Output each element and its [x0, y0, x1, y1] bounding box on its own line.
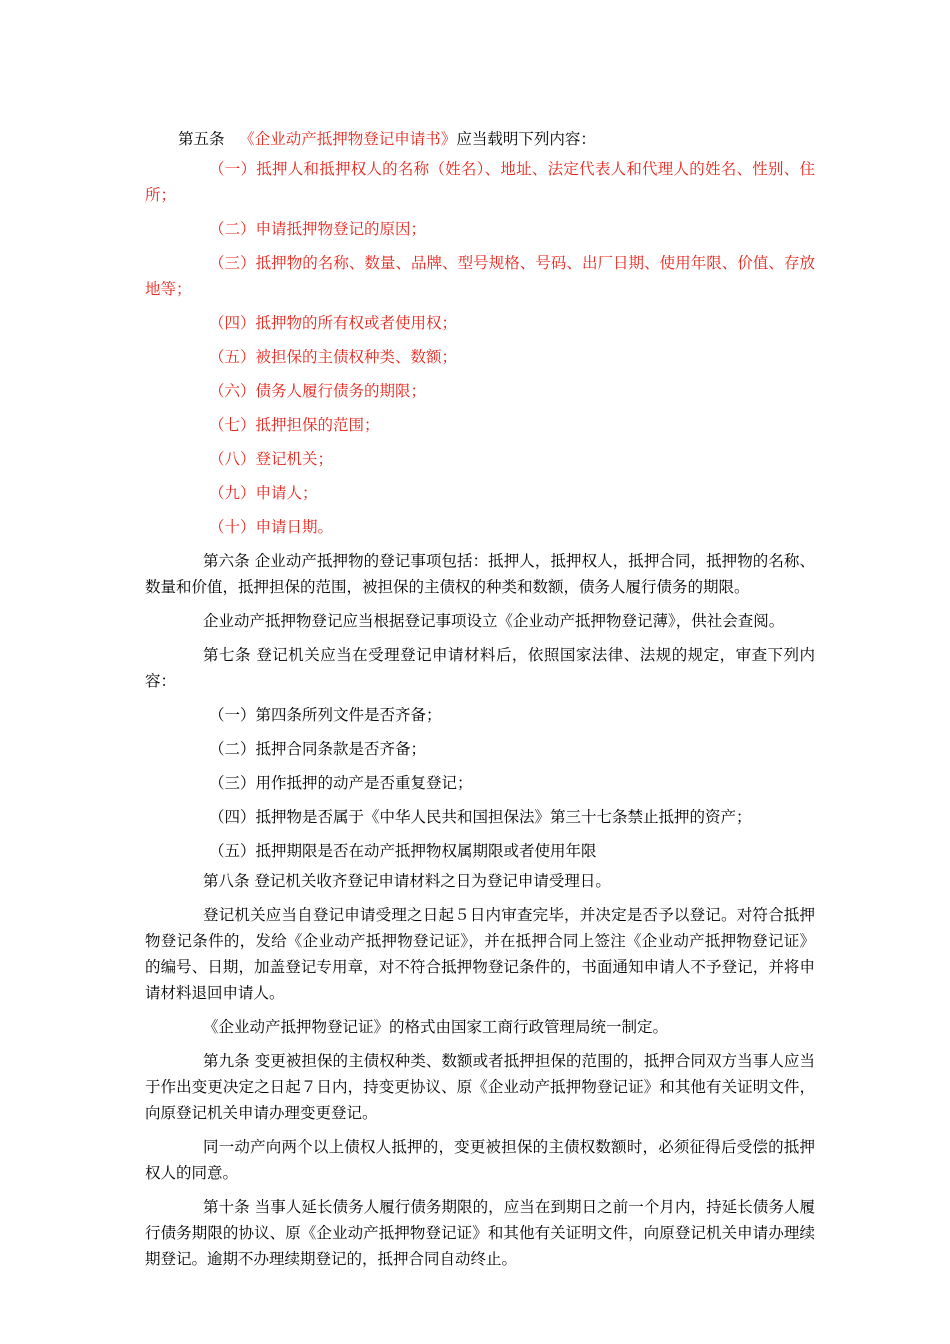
article-5-book-title: 《企业动产抵押物登记申请书》: [239, 130, 457, 148]
article-5-item-7: （七）抵押担保的范围；: [209, 416, 380, 434]
article-5-item-8: （八）登记机关；: [209, 450, 334, 468]
article-5-item-9: （九）申请人；: [209, 484, 318, 502]
article-6-paragraph-1: 第六条 企业动产抵押物的登记事项包括：抵押人，抵押权人，抵押合同，抵押物的名称、数量和价值，抵押担保的范围，被担保的主债权的种类和数额，债务人履行债务的期限。: [145, 552, 815, 596]
article-7-item-3: （三）用作抵押的动产是否重复登记；: [209, 774, 473, 792]
article-5-heading: [145, 126, 815, 152]
article-7-item-4: （四）抵押物是否属于《中华人民共和国担保法》第三十七条禁止抵押的资产；: [209, 808, 752, 826]
article-5-item-5: （五）被担保的主债权种类、数额；: [209, 348, 458, 366]
article-5-list: [145, 156, 815, 540]
article-5-item-6: （六）债务人履行债务的期限；: [209, 382, 427, 400]
article-10-paragraph-1: 第十条 当事人延长债务人履行债务期限的，应当在到期日之前一个月内，持延长债务人履行债务期限的协议、原《企业动产抵押物登记证》和其他有关证明文件，向原登记机关申请办理续期登记。逾期不办理续期登记的，抵押合同自动终止。: [145, 1198, 815, 1268]
article-6-paragraph-2: 企业动产抵押物登记应当根据登记事项设立《企业动产抵押物登记薄》，供社会查阅。: [203, 612, 785, 630]
article-8-paragraph-3: 《企业动产抵押物登记证》的格式由国家工商行政管理局统一制定。: [203, 1018, 669, 1036]
article-8-paragraph-1: 第八条 登记机关收齐登记申请材料之日为登记申请受理日。: [203, 872, 611, 890]
article-7-list: [145, 702, 815, 864]
article-5-item-3: （三）抵押物的名称、数量、品牌、型号规格、号码、出厂日期、使用年限、价值、存放地等；: [145, 254, 815, 298]
article-5-rest: 应当载明下列内容：: [456, 130, 596, 148]
article-9-paragraph-1: 第九条 变更被担保的主债权种类、数额或者抵押担保的范围的，抵押合同双方当事人应当于作出变更决定之日起７日内，持变更协议、原《企业动产抵押物登记证》和其他有关证明文件，向原登记机关申请办理变更登记。: [145, 1052, 815, 1122]
article-5-item-10: （十）申请日期。: [209, 518, 334, 536]
article-7-paragraph-1: 第七条 登记机关应当在受理登记申请材料后，依照国家法律、法规的规定，审查下列内容：: [145, 646, 815, 690]
article-7-item-1: （一）第四条所列文件是否齐备；: [209, 706, 442, 724]
article-9-paragraph-2: 同一动产向两个以上债权人抵押的，变更被担保的主债权数额时，必须征得后受偿的抵押权人的同意。: [145, 1138, 815, 1182]
article-8-paragraph-2: 登记机关应当自登记申请受理之日起５日内审查完毕，并决定是否予以登记。对符合抵押物登记条件的，发给《企业动产抵押物登记证》，并在抵押合同上签注《企业动产抵押物登记证》的编号、日期，加盖登记专用章，对不符合抵押物登记条件的，书面通知申请人不予登记，并将申请材料退回申请人。: [145, 906, 815, 1002]
document-body: [145, 126, 815, 1272]
article-7-item-2: （二）抵押合同条款是否齐备；: [209, 740, 427, 758]
article-5-item-4: （四）抵押物的所有权或者使用权；: [209, 314, 458, 332]
article-5-item-1: （一）抵押人和抵押权人的名称（姓名）、地址、法定代表人和代理人的姓名、性别、住所；: [145, 160, 815, 204]
article-5-lead: 第五条: [178, 130, 225, 148]
article-7-item-5: （五）抵押期限是否在动产抵押物权属期限或者使用年限: [209, 842, 597, 860]
article-5-item-2: （二）申请抵押物登记的原因；: [209, 220, 427, 238]
